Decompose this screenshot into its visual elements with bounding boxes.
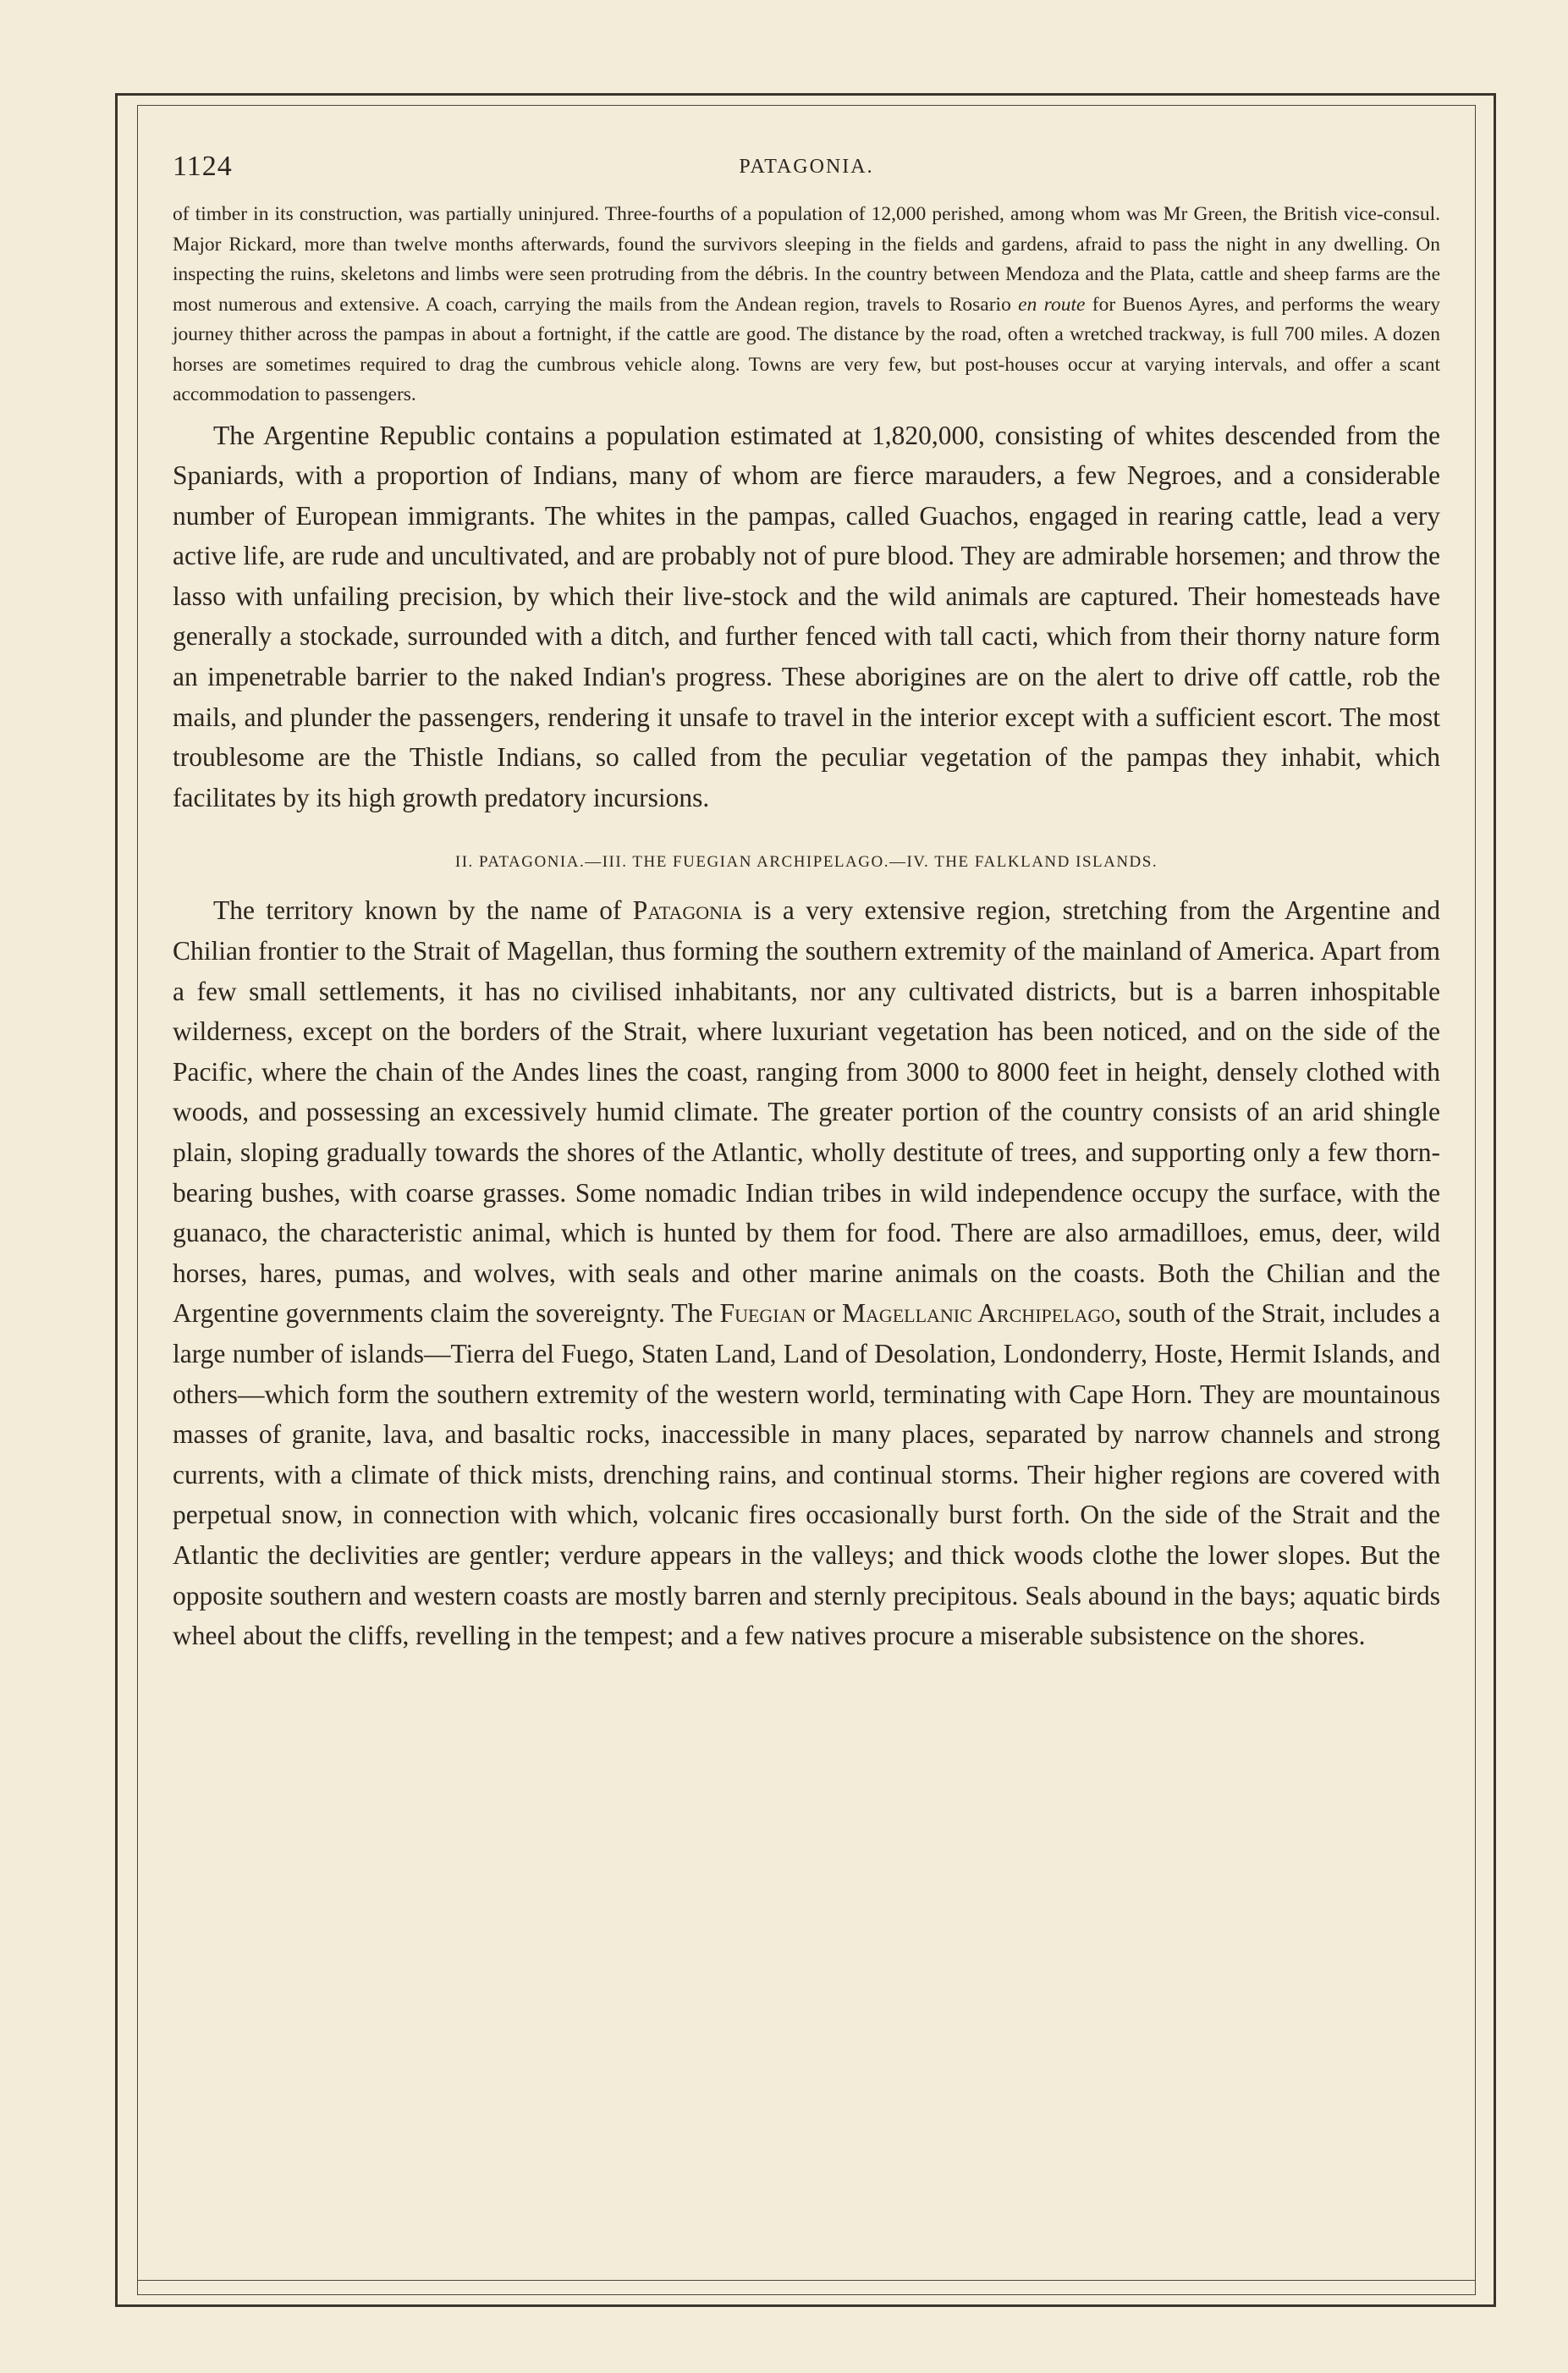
page-header bbox=[173, 151, 1440, 191]
term-magellanic-archipelago: Magellanic Archipelago bbox=[841, 1298, 1115, 1329]
paragraph-text: of timber in its construction, was partially uninjured. Three-fourths of a population of 12,000 perished, among whom was Mr Green, the British vice-consul. Major Rickard, more than twelve months afterwards, found the survivors sleeping in the fields and gardens, afraid to pass the night in any dwelling. On inspecting the ruins, skeletons and limbs were seen protruding from the débris. In the country between Mendoza and the Plata, cattle and sheep farms are the most numerous and extensive. A coach, carrying the mails from the Andean region, travels to Rosario bbox=[173, 203, 1440, 316]
running-title: PATAGONIA. bbox=[739, 156, 874, 178]
paragraph-continuation bbox=[173, 200, 1440, 410]
paragraph-text: is a very extensive region, stretching from the Argentine and Chilian frontier to the Strait of Magellan, thus forming the southern extremity of the mainland of America. Apart from a few small settlements, it has no civilised inhabitants, nor any cultivated districts, but is a barren inhospitable wilderness, except on the borders of the Strait, where luxuriant vegetation has been noticed, and on the side of the Pacific, where the chain of the Andes lines the coast, ranging from 3000 to 8000 feet in height, densely clothed with woods, and possessing an excessively humid climate. The greater portion of the country consists of an arid shingle plain, sloping gradually towards the shores of the Atlantic, wholly destitute of trees, and supporting only a few thorn-bearing bushes, with coarse grasses. Some nomadic Indian tribes in wild independence occupy the surface, with the guanaco, the characteristic animal, which is hunted by them for food. There are also armadilloes, emus, deer, wild horses, hares, pumas, and wolves, with seals and other marine animals on the coasts. Both the Chilian and the Argentine governments claim the sovereignty. The bbox=[173, 895, 1441, 1329]
paragraph-text: , south of the Strait, includes a large number of islands—Tierra del Fuego, Staten Land, Land of Desolation, Londonderry, Hoste, Hermit Islands, and others—which form the southern extremity of the western world, terminating with Cape Horn. They are mountainous masses of granite, lava, and basaltic rocks, inaccessible in many places, separated by narrow channels and strong currents, with a climate of thick mists, drenching rains, and continual storms. Their higher regions are covered with perpetual snow, in connection with which, volcanic fires occasionally burst forth. On the side of the Strait and the Atlantic the declivities are gentler; verdure appears in the valleys; and thick woods clothe the lower slopes. But the opposite southern and western coasts are mostly barren and sternly precipitous. Seals abound in the bays; aquatic birds wheel about the cliffs, revelling in the tempest; and a few natives procure a miserable subsistence on the shores. bbox=[173, 1298, 1441, 1651]
italic-phrase: en route bbox=[1018, 293, 1086, 316]
paragraph-text: The territory known by the name of bbox=[213, 895, 622, 926]
page-number: 1124 bbox=[173, 151, 233, 182]
section-heading: II. PATAGONIA.—III. THE FUEGIAN ARCHIPELAGO.—IV. THE FALKLAND ISLANDS. bbox=[454, 853, 1158, 872]
page-content bbox=[173, 151, 1440, 1656]
paragraph-text: for Buenos Ayres, and performs the weary journey thither across the pampas in about a fortnight, if the cattle are good. The distance by the road, often a wretched trackway, is full 700 miles. A dozen horses are sometimes required to drag the cumbrous vehicle along. Towns are very few, but post-houses occur at varying intervals, and offer a scant accommodation to passengers. bbox=[173, 293, 1441, 405]
term-patagonia: Patagonia bbox=[632, 895, 743, 926]
paragraph-patagonia bbox=[173, 890, 1440, 1655]
term-fuegian: Fuegian bbox=[719, 1298, 806, 1329]
bottom-rule bbox=[137, 2280, 1476, 2281]
paragraph-text: or bbox=[812, 1298, 835, 1329]
paragraph-argentine-republic: The Argentine Republic contains a population estimated at 1,820,000, consisting of whites descended from the Spaniards, with a proportion of Indians, many of whom are fierce marauders, a few Negroes, and a considerable number of European immigrants. The whites in the pampas, called Guachos, engaged in rearing cattle, lead a very active life, are rude and uncultivated, and are probably not of pure blood. They are admirable horsemen; and throw the lasso with unfailing precision, by which their live-stock and the wild animals are captured. Their homesteads have generally a stockade, surrounded with a ditch, and further fenced with tall cacti, which from their thorny nature form an impenetrable barrier to the naked Indian's progress. These aborigines are on the alert to drive off cattle, rob the mails, and plunder the passengers, rendering it unsafe to travel in the interior except with a sufficient escort. The most troublesome are the Thistle Indians, so called from the peculiar vegetation of the pampas they inhabit, which facilitates by its high growth predatory incursions. bbox=[173, 420, 1440, 812]
